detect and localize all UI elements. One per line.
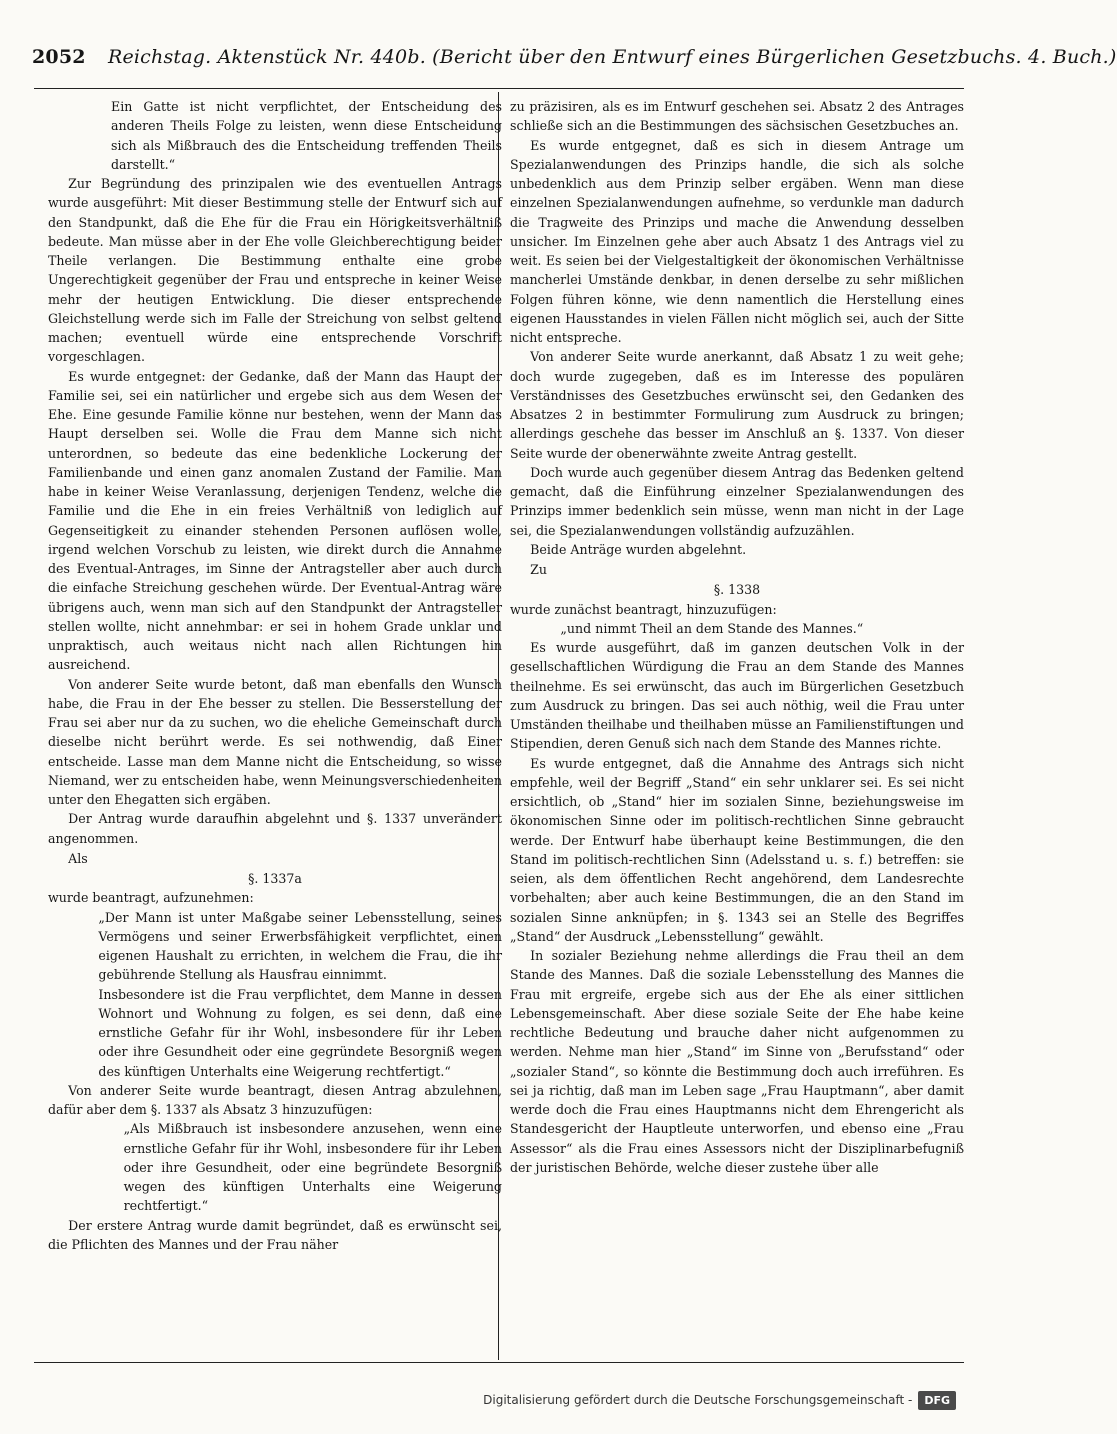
paragraph: Von anderer Seite wurde beantragt, diesen Antrag abzulehnen, dafür aber dem §. 1337 als Absatz 3 hinzuzufügen: [48, 1082, 502, 1117]
paragraph: Zu [530, 562, 548, 577]
paragraph: Beide Anträge wurden abgelehnt. [530, 541, 747, 557]
quoted-proposal: „Der Mann ist unter Maßgabe seiner Lebensstellung, seines Vermögens und seiner Erwerbsfähigkeit verpflichtet, einen eigenen Haushalt zu errichten, in welchem die Frau, die ihr gebührende Stellung als Hausfrau einnimmt. [98, 909, 502, 983]
page-number: 2052 [32, 46, 86, 68]
header-rule [34, 88, 964, 89]
paragraph: Von anderer Seite wurde anerkannt, daß Absatz 1 zu weit gehe; doch wurde zugegeben, daß es im Interesse des populären Verständnisses des Gesetzbuches erwünscht sei, den Gedanken des Absatzes 2 in bestimmter Formulirung zum Ausdruck zu bringen; allerdings geschehe das besser im Anschluß an §. 1337. Von dieser Seite wurde der obenerwähnte zweite Antrag gestellt. [510, 349, 964, 461]
paragraph: wurde zunächst beantragt, hinzuzufügen: [510, 601, 777, 617]
paragraph: Es wurde entgegnet, daß die Annahme des Antrags sich nicht empfehle, weil der Begriff „Stand“ ein sehr unklarer sei. Es sei nicht ersichtlich, ob „Stand“ hier im sozialen Sinne, beziehungsweise im ökonomischen Sinne oder im politisch-rechtlichen Sinne gebraucht werde. Der Entwurf habe überhaupt keine Bestimmungen, die den Stand im politisch-rechtlichen Sinn (Adelsstand u. s. f.) betreffen: sie seien, als dem öffentlichen Recht angehörend, dem Landesrechte vorbehalten; aber auch keine Bestimmungen, die an den Stand im sozialen Sinne anknüpfen; in §. 1343 sei an Stelle des Begriffes „Stand“ der Ausdruck „Lebensstellung“ gewählt. [510, 755, 964, 944]
paragraph: In sozialer Beziehung nehme allerdings die Frau theil an dem Stande des Mannes. Daß die soziale Lebensstellung des Mannes die Frau mit ergreife, ergebe sich aus der Ehe als einer sittlichen Lebensgemeinschaft. Aber diese soziale Seite der Ehe habe keine rechtliche Bedeutung und brauche daher nicht aufgenommen zu werden. Nehme man hier „Stand“ im Sinne von „Berufsstand“ oder „sozialer Stand“, so könnte die Bestimmung doch auch irreführen. Es sei ja richtig, daß man im Leben sage „Frau Hauptmann“, aber damit werde doch die Frau eines Hauptmanns nicht dem Ehrengericht als Standesgericht der Hauptleute unterworfen, und ebenso eine „Frau Assessor“ als die Frau eines Assessors nicht der Disziplinarbefugniß der juristischen Behörde, welche dieser zustehe über alle [510, 948, 964, 1175]
footer-rule [34, 1362, 964, 1363]
paragraph: Doch wurde auch gegenüber diesem Antrag das Bedenken geltend gemacht, daß die Einführung einzelner Spezialanwendungen des Prinzips immer bedenklich sein müsse, wenn man nicht in der Lage sei, die Spezialanwendungen vollständig aufzuzählen. [510, 464, 964, 538]
paragraph: Als [68, 850, 88, 866]
quoted-proposal: Insbesondere ist die Frau verpflichtet, dem Manne in dessen Wohnort und Wohnung zu folgen, es sei denn, daß eine ernstliche Gefahr für ihr Wohl, insbesondere für ihr Leben oder ihre Gesundheit oder eine gegründete Besorgniß wegen des künftigen Unterhalts eine Weigerung rechtfertigt.“ [98, 986, 502, 1079]
dfg-logo: DFG [918, 1391, 956, 1410]
section-heading: §. 1337a [248, 871, 302, 886]
paragraph: Der erstere Antrag wurde damit begründet, daß es erwünscht sei, die Pflichten des Mannes und der Frau näher [48, 1217, 502, 1252]
paragraph: Es wurde entgegnet: der Gedanke, daß der Mann das Haupt der Familie sei, sei ein natürlicher und ergebe sich aus dem Wesen der Ehe. Eine gesunde Familie könne nur bestehen, wenn der Mann das Haupt derselben sei. Wolle die Frau dem Manne sich nicht unterordnen, so bedeute das eine bedenkliche Lockerung der Familienbande und einen ganz anomalen Zustand der Familie. Man habe in keiner Weise Veranlassung, derjenigen Tendenz, welche die Familie und die Ehe in ein freies Verhältniß von lediglich auf Gegenseitigkeit zu einander stehenden Personen auflösen wolle, irgend welchen Vorschub zu leisten, wie direkt durch die Annahme des Eventual-Antrages, im Sinne der Antragsteller aber auch durch die einfache Streichung geschehen würde. Der Eventual-Antrag wäre übrigens auch, wenn man sich auf den Standpunkt der Antragsteller stellen wollte, nicht annehmbar: er sei in hohem Grade unklar und unpraktisch, auch weitaus nicht nach allen Richtungen hin ausreichend. [48, 368, 502, 673]
footer-text: Digitalisierung gefördert durch die Deutsche Forschungsgemeinschaft - [483, 1393, 913, 1407]
right-column [510, 97, 964, 1177]
paragraph: Zur Begründung des prinzipalen wie des eventuellen Antrags wurde ausgeführt: Mit dieser Bestimmung stelle der Entwurf sich auf den Standpunkt, daß die Ehe für die Frau ein Hörigkeitsverhältniß bedeute. Man müsse aber in der Ehe volle Gleichberechtigung beider Theile verlangen. Die Bestimmung enthalte eine grobe Ungerechtigkeit gegenüber der Frau und entspreche in keiner Weise mehr der heutigen Entwicklung. Die dieser entsprechende Gleichstellung werde sich im Falle der Streichung von selbst geltend machen; eventuell würde eine entsprechende Vorschrift vorgeschlagen. [48, 176, 502, 365]
paragraph: Ein Gatte ist nicht verpflichtet, der Entscheidung des anderen Theils Folge zu leisten, wenn diese Entscheidung sich als Mißbrauch des die Entscheidung treffenden Theils darstellt.“ [111, 99, 502, 172]
digitization-footer [483, 1388, 956, 1412]
paragraph: Von anderer Seite wurde betont, daß man ebenfalls den Wunsch habe, die Frau in der Ehe besser zu stellen. Die Besserstellung der Frau sei aber nur da zu suchen, wo die eheliche Gemeinschaft durch dieselbe nicht berührt werde. Es sei nothwendig, daß Einer entscheide. Lasse man dem Manne nicht die Entscheidung, so wisse Niemand, wer zu entscheiden habe, wenn Meinungsverschiedenheiten unter den Ehegatten sich ergäben. [48, 676, 502, 807]
quoted-proposal: „Als Mißbrauch ist insbesondere anzusehen, wenn eine ernstliche Gefahr für ihr Wohl, insbesondere für ihr Leben oder ihre Gesundheit, oder eine begründete Besorgniß wegen des künftigen Unterhalts eine Weigerung rechtfertigt.“ [123, 1121, 502, 1214]
quoted-proposal: „und nimmt Theil an dem Stande des Mannes.“ [560, 620, 864, 636]
paragraph: Der Antrag wurde daraufhin abgelehnt und §. 1337 unverändert angenommen. [48, 811, 502, 846]
header-title: Reichstag. Aktenstück Nr. 440b. (Bericht über den Entwurf eines Bürgerlichen Gesetzbuchs. 4. Buch.) [107, 46, 1117, 68]
left-column [48, 97, 502, 1254]
paragraph: wurde beantragt, aufzunehmen: [48, 890, 254, 906]
paragraph: Es wurde ausgeführt, daß im ganzen deutschen Volk in der gesellschaftlichen Würdigung die Frau an dem Stande des Mannes theilnehme. Es sei erwünscht, das auch im Bürgerlichen Gesetzbuch zum Ausdruck zu bringen. Das sei auch nöthig, weil die Frau unter Umständen theilhabe und theilhaben müsse an Familienstiftungen und Stipendien, deren Genuß sich nach dem Stande des Mannes richte. [510, 640, 964, 752]
paragraph: zu präzisiren, als es im Entwurf geschehen sei. Absatz 2 des Antrages schließe sich an die Bestimmungen des sächsischen Gesetzbuches an. [510, 99, 964, 134]
running-header [32, 46, 1117, 86]
section-heading: §. 1338 [713, 582, 761, 598]
paragraph: Es wurde entgegnet, daß es sich in diesem Antrage um Spezialanwendungen des Prinzips handle, die sich als solche unbedenklich aus dem Prinzip selber ergäben. Wenn man diese einzelnen Spezialanwendungen aufnehme, so verdunkle man dadurch die Tragweite des Prinzips und mache die Anwendung desselben unsicher. Im Einzelnen gehe aber auch Absatz 1 des Antrags viel zu weit. Es seien bei der Vielgestaltigkeit der ökonomischen Verhältnisse mancherlei Umstände denkbar, in denen derselbe zu sehr mißlichen Folgen führen könne, wie denn namentlich die Herstellung eines eigenen Hausstandes in vielen Fällen nicht möglich sei, auch der Sitte nicht entspreche. [510, 137, 964, 345]
